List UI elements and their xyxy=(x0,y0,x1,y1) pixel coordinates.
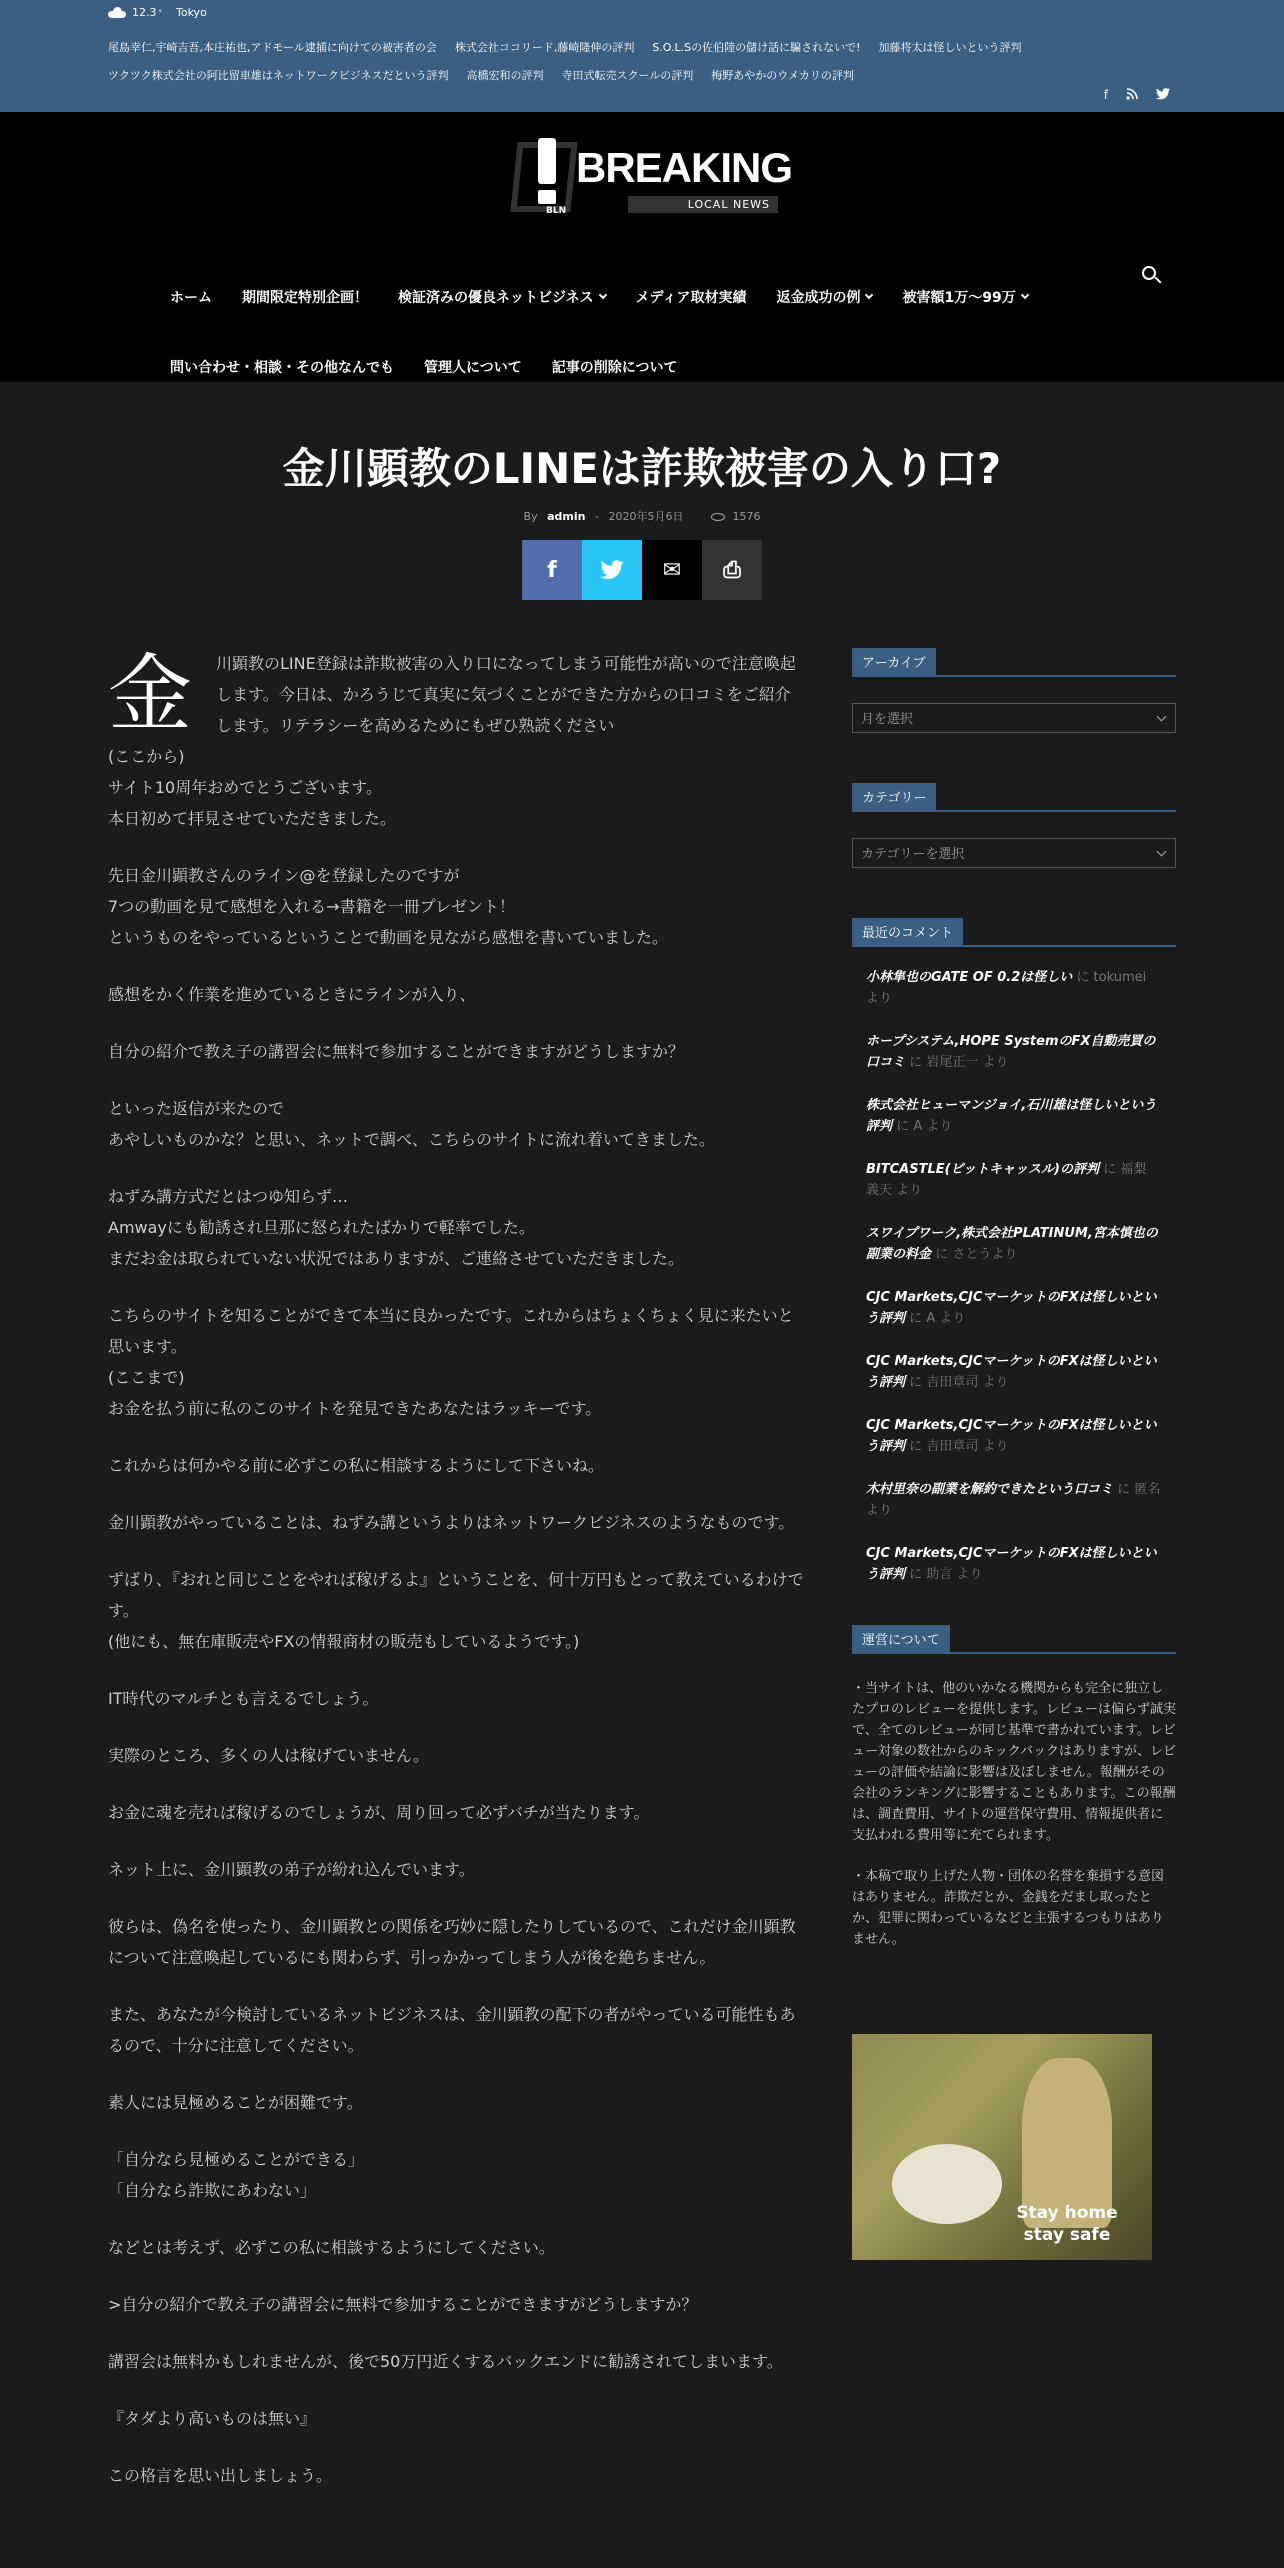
article-paragraph: 『タダより高いものは無い』 xyxy=(108,2409,317,2428)
line: ずばり、『おれと同じことをやれば稼げるよ』ということを、何十万円もとって教えているわけです。 xyxy=(108,1570,804,1620)
meta-sep: - xyxy=(594,510,599,523)
comment-post-link[interactable]: 小林隼也のGATE OF 0.2は怪しい xyxy=(866,970,1073,985)
top-link[interactable]: 梅野あやかのウメカリの評判 xyxy=(711,69,854,82)
widget-title-category xyxy=(852,783,1176,812)
post-meta xyxy=(0,508,1284,524)
comment-post-link[interactable]: BITCASTLE(ビットキャッスル)の評判 xyxy=(866,1162,1099,1177)
line: (ここまで) xyxy=(108,1368,185,1387)
article-paragraph: 自分の紹介で教え子の講習会に無料で参加することができますがどうしますか？ xyxy=(108,1042,685,1061)
article-paragraph: 彼らは、偽名を使ったり、金川顕教との関係を巧妙に隠したりしているので、これだけ金川顕教について注意喚起しているにも関わらず、引っかかってしまう人が後を絶ちません。 xyxy=(108,1917,796,1967)
site-header xyxy=(0,112,1284,382)
comment-by: に xyxy=(896,1119,910,1134)
article-paragraph xyxy=(108,1564,804,1657)
comment-item xyxy=(852,1351,1176,1393)
category-select[interactable]: カテゴリーを選択 xyxy=(852,838,1176,868)
article-paragraph: などとは考えず、必ずこの私に相談するようにしてください。 xyxy=(108,2238,555,2257)
article-paragraph: 講習会は無料かもしれませんが、後で50万円近くするバックエンドに勧誘されてしまいます。 xyxy=(108,2352,783,2371)
article-intro xyxy=(108,645,804,743)
comment-post-link[interactable]: CJC Markets,CJCマーケットのFXは怪しいという評判 xyxy=(866,1290,1157,1326)
top-bar xyxy=(0,0,1284,112)
nav-verified[interactable] xyxy=(398,287,606,307)
comment-author: A より xyxy=(926,1311,966,1326)
article-paragraph xyxy=(108,1181,804,1274)
chevron-down-icon xyxy=(865,291,873,299)
social-links xyxy=(1104,88,1170,103)
print-button[interactable] xyxy=(702,540,762,600)
article-paragraph xyxy=(108,741,804,834)
widget-title-about xyxy=(852,1625,1176,1654)
facebook-icon[interactable]: f xyxy=(1103,88,1108,102)
line: ねずみ講方式だとはつゆ知らず… xyxy=(108,1187,349,1206)
post-date: 2020年5月6日 xyxy=(608,510,684,523)
line: 「自分なら見極めることができる」 xyxy=(108,2150,365,2169)
comment-item xyxy=(852,1095,1176,1137)
nav-label: 返金成功の例 xyxy=(776,290,861,306)
comment-author: 吉田章司 より xyxy=(926,1439,1009,1454)
article-paragraph xyxy=(108,2144,804,2206)
cloud-icon xyxy=(108,7,126,18)
post-title: 金川顕教のLINEは詐欺被害の入り口? xyxy=(282,444,1002,493)
banner-line: stay safe xyxy=(1023,2225,1111,2245)
line: 「自分なら詐欺にあわない」 xyxy=(108,2181,317,2200)
line: (他にも、無在庫販売やFXの情報商材の販売もしているようです。) xyxy=(108,1632,580,1651)
nav-label: 問い合わせ・相談・その他なんでも xyxy=(170,360,394,376)
top-link[interactable]: 尾島幸仁,宇崎吉吾,本庄祐也,アドモール逮捕に向けての被害者の会 xyxy=(108,41,437,54)
comment-item xyxy=(852,1159,1176,1201)
nav-refund[interactable] xyxy=(776,287,872,307)
article-paragraph: 金川顕教がやっていることは、ねずみ講というよりはネットワークビジネスのようなものです。 xyxy=(108,1513,795,1532)
nav-label: 被害額1万～99万 xyxy=(902,290,1016,306)
comment-by: に xyxy=(909,1567,923,1582)
comment-item xyxy=(852,1287,1176,1329)
banner-text xyxy=(1002,2202,1132,2246)
comment-item xyxy=(852,967,1176,1009)
article-paragraph: お金に魂を売れば稼げるのでしょうが、周り回って必ずバチが当たります。 xyxy=(108,1803,650,1822)
share-mail-button[interactable] xyxy=(642,540,702,600)
comment-by: に xyxy=(909,1375,923,1390)
article-body xyxy=(108,645,804,2517)
banner-dog-image xyxy=(892,2144,1002,2224)
nav-label: 記事の削除について xyxy=(551,360,678,376)
recent-comments xyxy=(852,967,1176,1585)
nav-contact[interactable] xyxy=(170,357,394,377)
widget-title-comments xyxy=(852,918,1176,947)
article-paragraph: IT時代のマルチとも言えるでしょう。 xyxy=(108,1689,379,1708)
nav-label: 管理人について xyxy=(424,360,522,376)
comment-author: A より xyxy=(913,1119,953,1134)
top-link[interactable]: 株式会社ココリード,藤崎隆伸の評判 xyxy=(454,41,635,54)
logo-exclamation-dot xyxy=(538,190,556,204)
comment-post-link[interactable]: スワイプワーク,株式会社PLATINUM,宮本慎也の副業の料金 xyxy=(866,1226,1158,1262)
dropcap: 金 xyxy=(108,645,193,743)
line: あやしいものかな？と思い、ネットで調べ、こちらのサイトに流れ着いてきました。 xyxy=(108,1130,715,1149)
nav-delete[interactable] xyxy=(552,357,678,377)
line: (ここから) xyxy=(108,747,185,766)
article-paragraph: 素人には見極めることが困難です。 xyxy=(108,2093,363,2112)
comment-item xyxy=(852,1031,1176,1073)
article-paragraph: これからは何かやる前に必ずこの私に相談するようにして下さいね。 xyxy=(108,1456,605,1475)
nav-label: メディア取材実績 xyxy=(635,290,747,306)
comment-item xyxy=(852,1223,1176,1265)
article-paragraph: 感想をかく作業を進めているときにラインが入り、 xyxy=(108,985,476,1004)
facebook-icon: f xyxy=(547,557,557,583)
comment-author: さとうより xyxy=(952,1247,1018,1262)
line: まだお金は取られていない状況ではありますが、ご連絡させていただきました。 xyxy=(108,1249,685,1268)
widget-title-text: アーカイブ xyxy=(852,648,936,675)
meta-by: By xyxy=(523,510,538,523)
comment-author: tokumei より xyxy=(866,970,1147,1006)
comment-by: に xyxy=(909,1055,923,1070)
article-paragraph: この格言を思い出しましょう。 xyxy=(108,2466,333,2485)
about-text xyxy=(852,1678,1176,1950)
comment-item xyxy=(852,1543,1176,1585)
weather-temp: 12.3 xyxy=(132,6,157,19)
nav-label: 検証済みの優良ネットビジネス xyxy=(398,290,594,306)
comment-by: に xyxy=(1103,1162,1117,1177)
comment-post-link[interactable]: 木村里奈の副業を解約できたという口コミ xyxy=(866,1482,1114,1497)
top-link[interactable]: 加藤将太は怪しいという評判 xyxy=(878,41,1022,54)
article-paragraph: 実際のところ、多くの人は稼げていません。 xyxy=(108,1746,429,1765)
comment-by: に xyxy=(909,1311,923,1326)
top-link[interactable]: 寺田式転売スクールの評判 xyxy=(561,69,694,82)
comment-post-link[interactable]: 株式会社ヒューマンジョイ,石川雄は怪しいという評判 xyxy=(866,1098,1157,1134)
article-paragraph xyxy=(108,1093,804,1155)
line: というものをやっているということで動画を見ながら感想を書いていました。 xyxy=(108,928,669,947)
comment-by: に xyxy=(935,1247,949,1262)
post-views: 1576 xyxy=(732,510,761,523)
comment-by: に xyxy=(909,1439,923,1454)
comment-author: 福梨 義天 より xyxy=(866,1162,1160,1198)
article-paragraph: >自分の紹介で教え子の講習会に無料で参加することができますがどうしますか？ xyxy=(108,2295,698,2314)
top-link[interactable]: 高橋宏和の評判 xyxy=(466,69,544,82)
line: といった返信が来たので xyxy=(108,1099,285,1118)
intro-text: 川顕教のLINE登録は詐欺被害の入り口になってしまう可能性が高いので注意喚起します。今日は、かろうじて真実に気づくことができた方からの口コミをご紹介します。リテラシーを高めるためにもぜひ熟読ください xyxy=(216,654,796,735)
weather-city: Tokyo xyxy=(176,6,207,19)
top-links xyxy=(108,33,1108,89)
comment-author: 助言 より xyxy=(926,1567,983,1582)
print-icon: ⎙ xyxy=(723,557,741,583)
weather-widget xyxy=(108,6,207,19)
nav-damage[interactable] xyxy=(902,287,1027,307)
comment-post-link[interactable]: CJC Markets,CJCマーケットのFXは怪しいという評判 xyxy=(866,1354,1157,1390)
twitter-icon xyxy=(600,560,624,580)
line: 本日初めて拝見させていただきました。 xyxy=(108,809,397,828)
site-logo[interactable] xyxy=(510,134,793,220)
article-paragraph: ネット上に、金川顕教の弟子が紛れ込んでいます。 xyxy=(108,1860,475,1879)
post-author[interactable]: admin xyxy=(547,510,586,523)
nav-home[interactable] xyxy=(170,287,212,307)
stay-home-banner[interactable] xyxy=(852,2034,1152,2260)
comment-author: 匿名 より xyxy=(866,1482,1161,1518)
article-paragraph xyxy=(108,1300,804,1424)
archive-select[interactable]: 月を選択 xyxy=(852,703,1176,733)
about-paragraph: ・本稿で取り上げた人物・団体の名誉を棄損する意図はありません。詐欺だとか、金銭をだまし取ったとか、犯罪に関わっているなどと主張するつもりはありません。 xyxy=(852,1869,1165,1947)
widget-title-archive xyxy=(852,648,1176,677)
comment-post-link[interactable]: CJC Markets,CJCマーケットのFXは怪しいという評判 xyxy=(866,1418,1157,1454)
logo-word: BREAKING xyxy=(576,144,793,191)
comment-author: 岩尾正一 より xyxy=(926,1055,1009,1070)
chevron-down-icon xyxy=(598,291,606,299)
main-nav xyxy=(170,262,1150,402)
share-buttons xyxy=(522,540,762,600)
comment-item xyxy=(852,1479,1176,1521)
chevron-down-icon xyxy=(1020,291,1028,299)
line: 7つの動画を見て感想を入れる→書籍を一冊プレゼント！ xyxy=(108,897,515,916)
banner-line: Stay home xyxy=(1016,2203,1118,2223)
article-paragraph: また、あなたが今検討しているネットビジネスは、金川顕教の配下の者がやっている可能性もあるので、十分に注意してください。 xyxy=(108,2005,796,2055)
line: サイト10周年おめでとうございます。 xyxy=(108,778,382,797)
logo-bln: BLN xyxy=(546,206,567,216)
search-icon[interactable] xyxy=(1142,266,1162,286)
share-twitter-button[interactable] xyxy=(582,540,642,600)
line: こちらのサイトを知ることができて本当に良かったです。これからはちょくちょく見に来たいと思います。 xyxy=(108,1306,794,1356)
line: 先日金川顕教さんのライン@を登録したのですが xyxy=(108,866,460,885)
twitter-icon[interactable] xyxy=(1156,88,1170,103)
comment-post-link[interactable]: CJC Markets,CJCマーケットのFXは怪しいという評判 xyxy=(866,1546,1157,1582)
sidebar xyxy=(852,648,1176,1970)
nav-admin[interactable] xyxy=(424,357,522,377)
line: Amwayにも勧誘され旦那に怒られたばかりで軽率でした。 xyxy=(108,1218,535,1237)
widget-title-text: 最近のコメント xyxy=(852,918,963,945)
weather-unit: ° xyxy=(158,8,162,17)
comment-post-link[interactable]: ホープシステム,HOPE SystemのFX自動売買の口コミ xyxy=(866,1034,1156,1070)
eye-icon xyxy=(711,513,725,521)
comment-by: に xyxy=(1076,970,1090,985)
logo-exclamation xyxy=(538,138,556,184)
mail-icon: ✉ xyxy=(662,557,682,583)
line: お金を払う前に私のこのサイトを発見できたあなたはラッキーです。 xyxy=(108,1399,602,1418)
widget-title-text: カテゴリー xyxy=(852,783,936,810)
top-link[interactable]: ツクツク株式会社の阿比留車雄はネットワークビジネスだという評判 xyxy=(108,69,449,82)
widget-title-text: 運営について xyxy=(852,1625,950,1652)
article-paragraph xyxy=(108,860,804,953)
nav-media[interactable] xyxy=(636,287,747,307)
comment-author: 吉田章司 より xyxy=(926,1375,1009,1390)
rss-icon[interactable] xyxy=(1126,88,1138,103)
nav-label: ホーム xyxy=(170,290,212,306)
share-facebook-button[interactable] xyxy=(522,540,582,600)
top-link[interactable]: S.O.L.Sの佐伯陸の儲け話に騙されないで! xyxy=(652,41,861,54)
nav-label: 期間限定特別企画！ xyxy=(242,290,368,306)
logo-subtitle: LOCAL NEWS xyxy=(628,196,778,213)
about-paragraph: ・当サイトは、他のいかなる機関からも完全に独立したプロのレビューを提供します。レビューは偏らず誠実で、全てのレビューが同じ基準で書かれています。レビュー対象の数社からのキックバックはありますが、レビューの評価や結論に影響は及ぼしません。報酬がその会社のランキングに影響することもあります。この報酬は、調査費用、サイトの運営保守費用、情報提供者に支払われる費用等に充てられます。 xyxy=(852,1681,1176,1843)
comment-item xyxy=(852,1415,1176,1457)
nav-special[interactable] xyxy=(242,287,368,307)
comment-by: に xyxy=(1117,1482,1131,1497)
